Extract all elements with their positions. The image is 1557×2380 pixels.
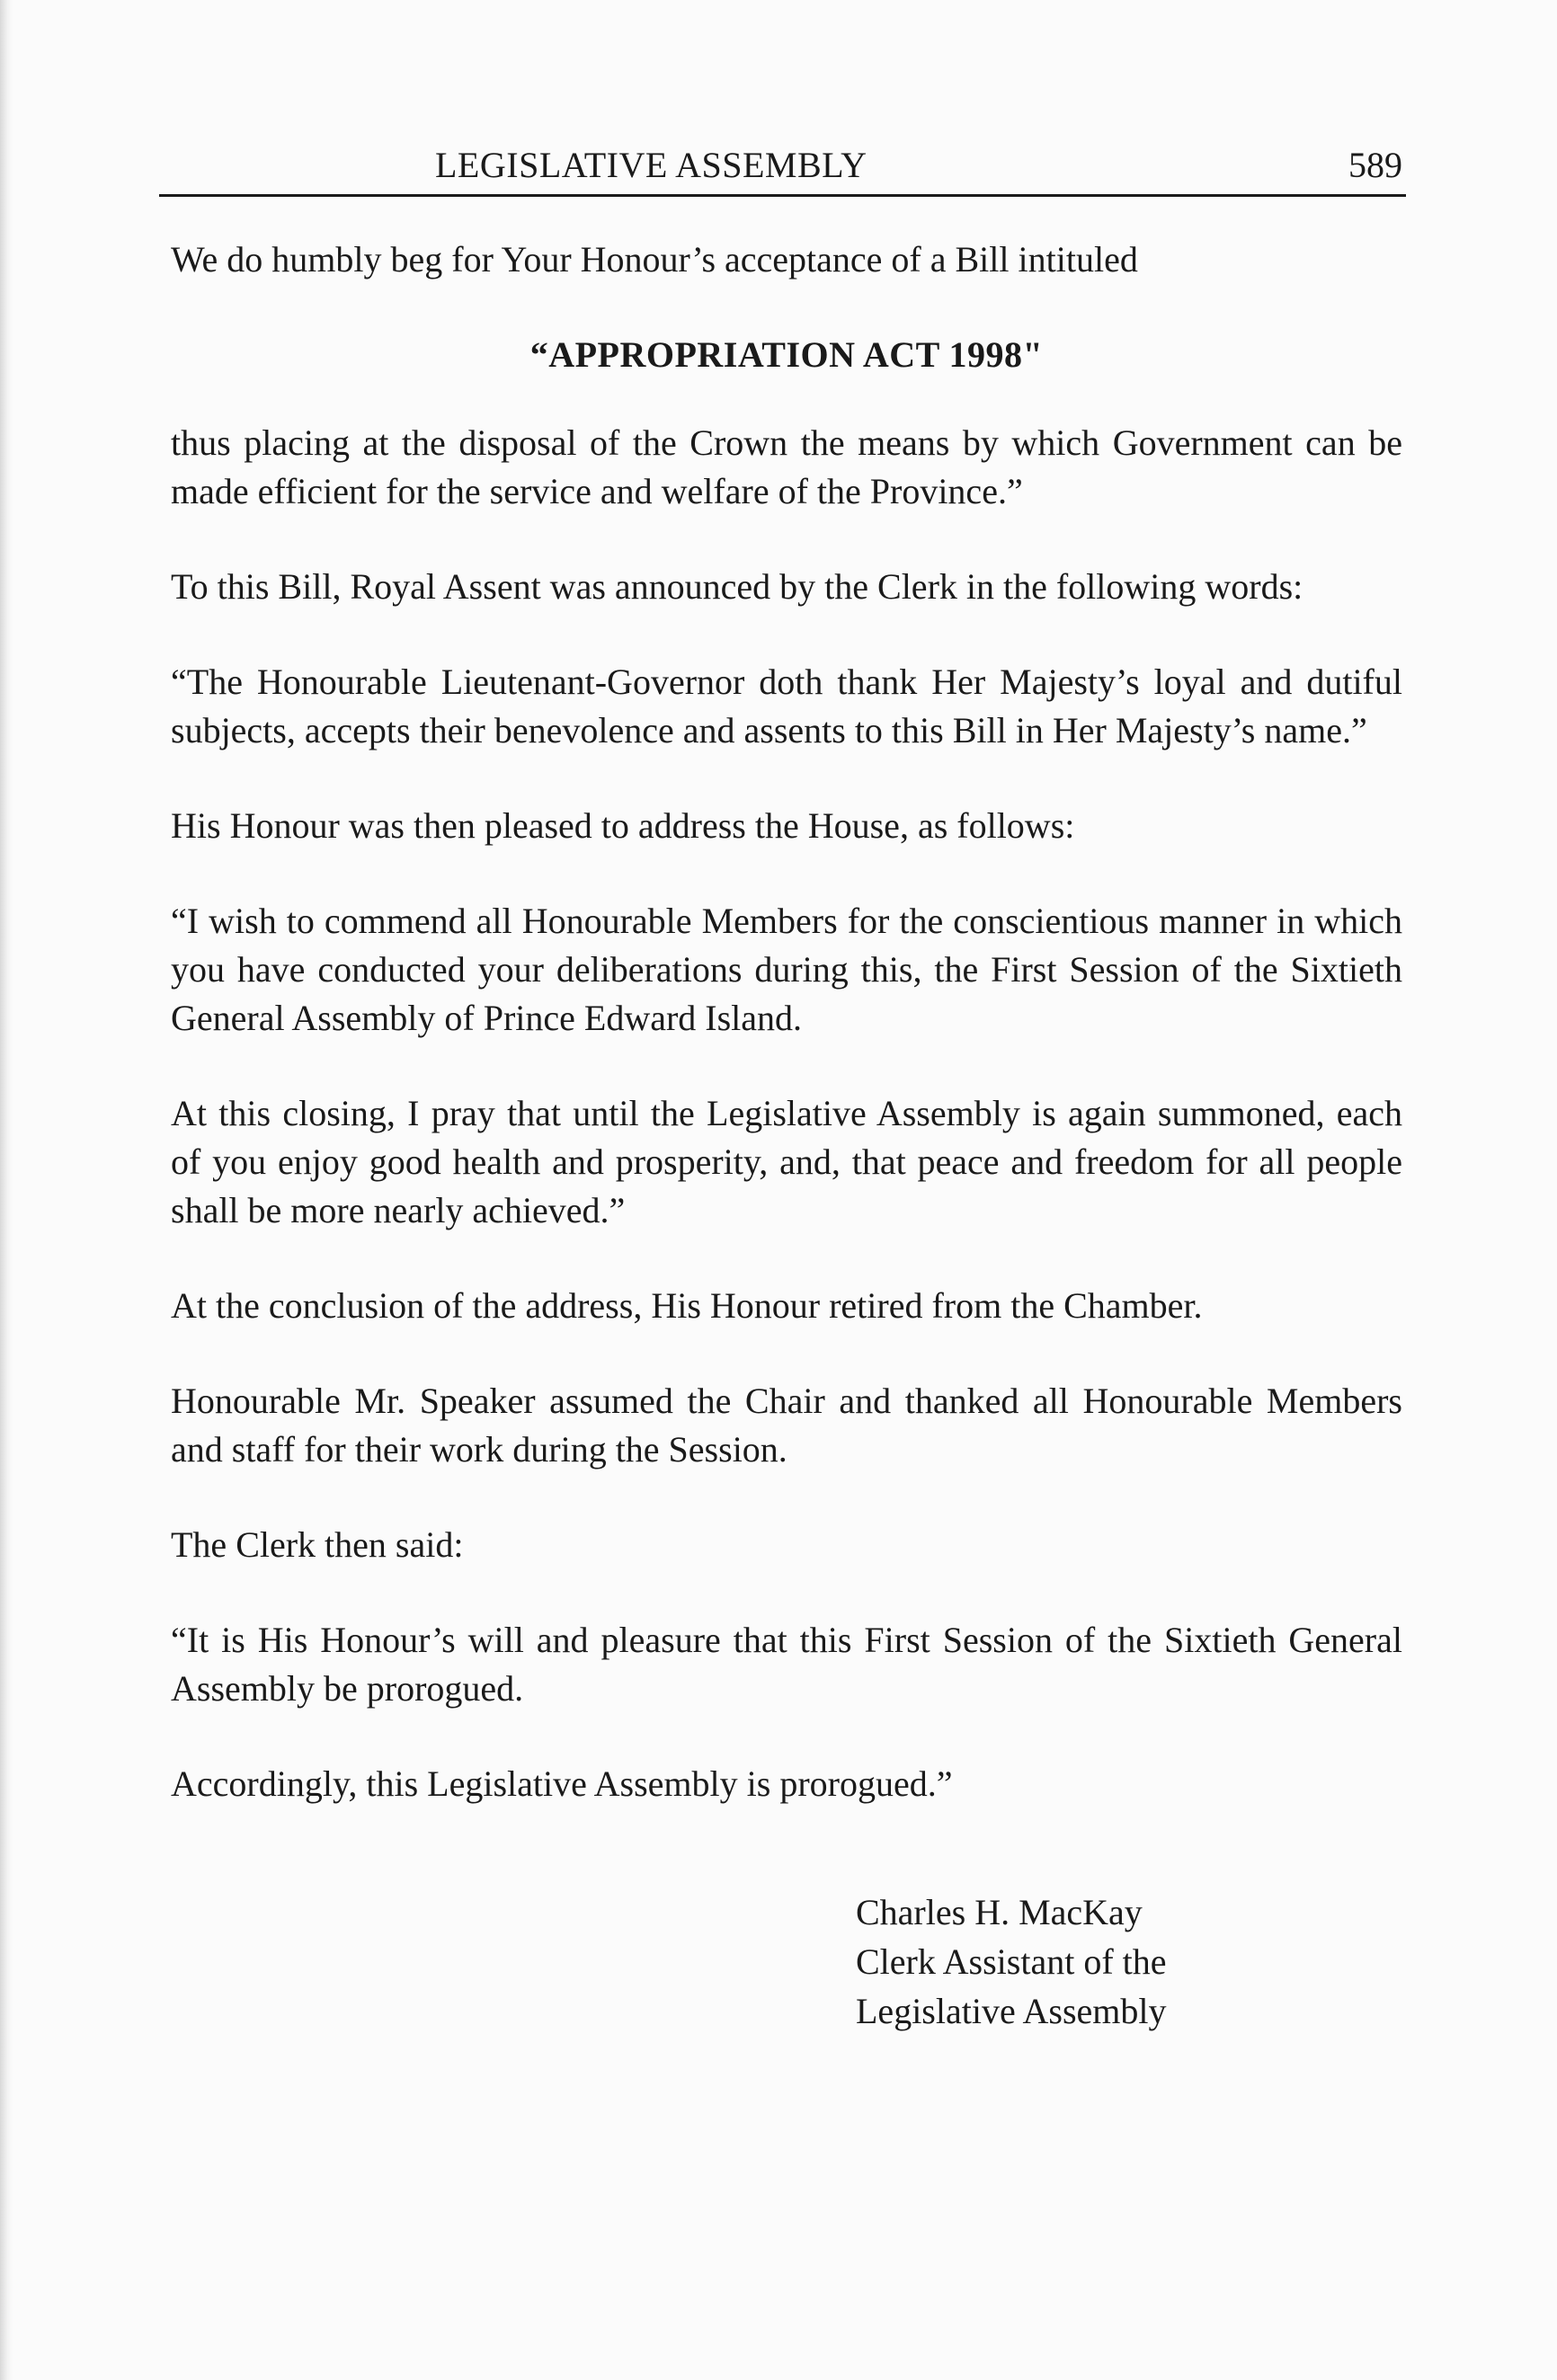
paragraph-crown-disposal: thus placing at the disposal of the Crown the means by which Government can be made efficient for the service and welfare of the Province.” (171, 422, 1402, 511)
page-body (171, 235, 1402, 1855)
paragraph-assent-words: “The Honourable Lieutenant-Governor doth thank Her Majesty’s loyal and dutiful subjects, accepts their benevolence and assents to this Bill in Her Majesty’s name.” (171, 662, 1402, 750)
act-title: “APPROPRIATION ACT 1998" (529, 334, 1044, 375)
paragraph-speaker-thanks: Honourable Mr. Speaker assumed the Chair and thanked all Honourable Members and staff for their work during the Session. (171, 1381, 1402, 1470)
running-head-title: LEGISLATIVE ASSEMBLY (435, 145, 867, 185)
paragraph-commendation: “I wish to commend all Honourable Members for the conscientious manner in which you have conducted your deliberations during this, the First Session of the Sixtieth General Assembly of Prince Edward Island. (171, 901, 1402, 1038)
paragraph-prorogation-will: “It is His Honour’s will and pleasure that this First Session of the Sixtieth General Assembly be prorogued. (171, 1620, 1402, 1709)
paragraph-prorogued: Accordingly, this Legislative Assembly is prorogued.” (171, 1763, 953, 1804)
paragraph-address-intro: His Honour was then pleased to address the House, as follows: (171, 805, 1075, 846)
header-rule (159, 194, 1406, 197)
paragraph-retirement: At the conclusion of the address, His Honour retired from the Chamber. (171, 1285, 1203, 1326)
page-number: 589 (1348, 145, 1402, 185)
signatory-title-line2: Legislative Assembly (856, 1991, 1167, 2031)
signature-block (856, 1887, 1167, 2036)
page-gutter-shadow (0, 0, 13, 2380)
page-header (171, 144, 1402, 198)
paragraph-clerk-said: The Clerk then said: (171, 1524, 464, 1565)
paragraph-bill-request: We do humbly beg for Your Honour’s acceptance of a Bill intituled (171, 239, 1138, 280)
paragraph-closing-prayer: At this closing, I pray that until the Legislative Assembly is again summoned, each of you enjoy good health and prosperity, and, that peace and freedom for all people shall be more nearly achieved.” (171, 1093, 1402, 1230)
signatory-title-line1: Clerk Assistant of the (856, 1941, 1167, 1982)
signatory-name: Charles H. MacKay (856, 1892, 1143, 1932)
paragraph-royal-assent: To this Bill, Royal Assent was announced by the Clerk in the following words: (171, 566, 1303, 607)
